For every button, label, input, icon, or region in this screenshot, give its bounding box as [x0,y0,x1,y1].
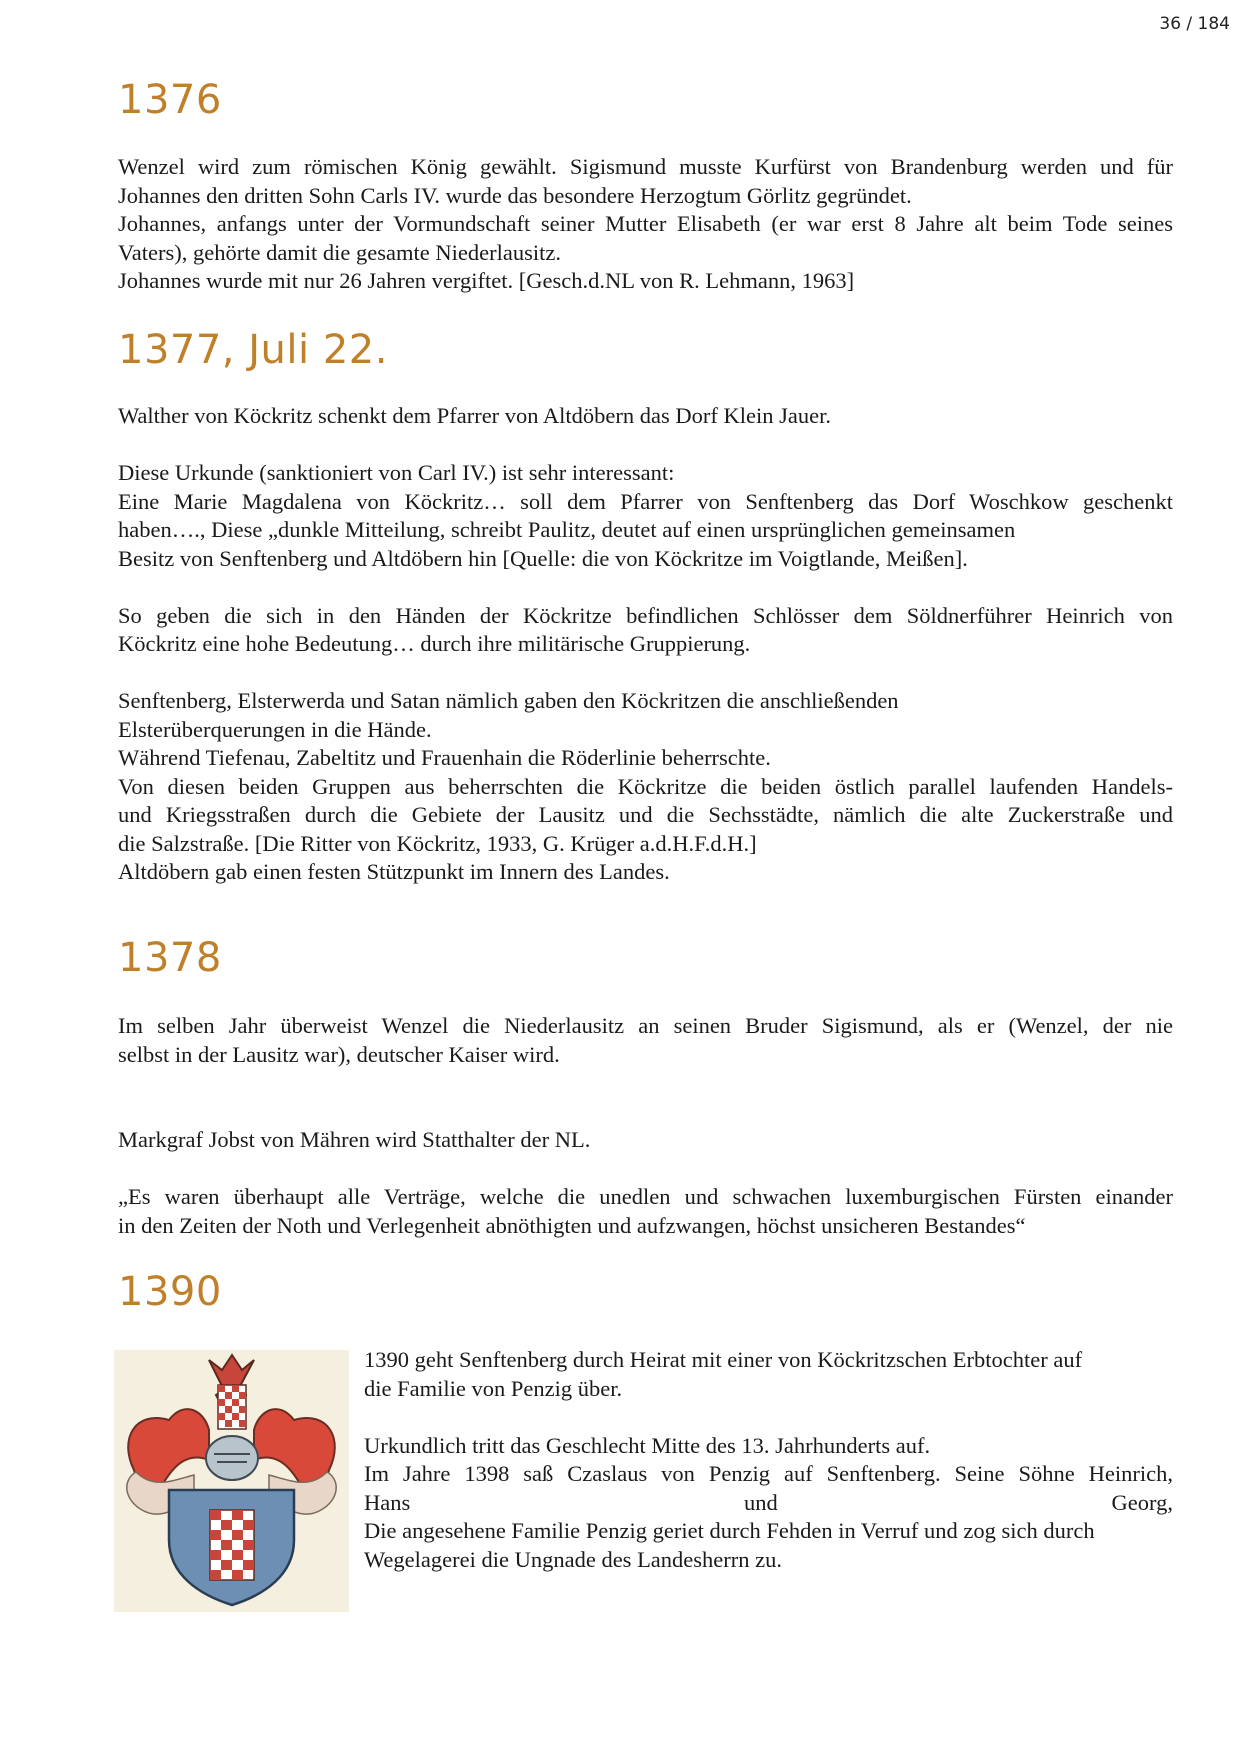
paragraph-line: Diese Urkunde (sanktioniert von Carl IV.) ist sehr interessant: [118,460,675,485]
paragraph-line: 1390 geht Senftenberg durch Heirat mit einer von Köckritzschen Erbtochter auf [364,1347,1083,1372]
section-heading-1390: 1390 [118,1269,222,1315]
paragraph-line: Vaters), gehörte damit die gesamte Niederlausitz. [118,239,561,265]
paragraph-line: Von diesen beiden Gruppen aus beherrschten die Köckritze die beiden östlich parallel laufenden Handels- [118,773,1173,799]
coat-of-arms-image [114,1350,349,1612]
paragraph-line: Johannes, anfangs unter der Vormundschaft seiner Mutter Elisabeth (er war erst 8 Jahre alt beim Tode seines [118,211,1173,236]
paragraph-line: die Salzstraße. [Die Ritter von Köckritz, 1933, G. Krüger a.d.H.F.d.H.] [118,830,757,856]
paragraph-line: Johannes den dritten Sohn Carls IV. wurde das besondere Herzogtum Görlitz gegründet. [118,182,912,208]
paragraph-line: Köckritz eine hohe Bedeutung… durch ihre militärische Gruppierung. [118,631,751,656]
paragraph-line: Die angesehene Familie Penzig geriet durch Fehden in Verruf und zog sich durch [364,1518,1095,1543]
section-heading-1377: 1377, Juli 22. [118,327,388,373]
section-body-1376 [118,153,1173,296]
section-body-1378 [118,1012,1173,1240]
paragraph-line: Altdöbern gab einen festen Stützpunkt im Innern des Landes. [118,859,670,884]
paragraph-line: Im Jahre 1398 saß Czaslaus von Penzig auf Senftenberg. Seine Söhne Heinrich, [364,1461,1173,1486]
paragraph-line: haben…., Diese „dunkle Mitteilung, schreibt Paulitz, deutet auf einen ursprünglichen gemeinsamen [118,517,1016,542]
paragraph-line: in den Zeiten der Noth und Verlegenheit abnöthigten und aufzwangen, höchst unsicheren Bestandes“ [118,1212,1026,1238]
paragraph-line: Wegelagerei die Ungnade des Landesherrn zu. [364,1546,782,1572]
paragraph-line: Wenzel wird zum römischen König gewählt. Sigismund musste Kurfürst von Brandenburg werden und für [118,154,1173,179]
section-body-1377 [118,402,1173,887]
section-heading-1378: 1378 [118,935,222,981]
paragraph-line: Hans und Georg, [364,1489,1173,1515]
paragraph-line: Im selben Jahr überweist Wenzel die Niederlausitz an seinen Bruder Sigismund, als er (Wenzel, der nie [118,1013,1173,1038]
paragraph-line: die Familie von Penzig über. [364,1375,623,1401]
paragraph-line: „Es waren überhaupt alle Verträge, welche die unedlen und schwachen luxemburgischen Fürsten einander [118,1184,1173,1209]
paragraph-line: So geben die sich in den Händen der Köckritze befindlichen Schlösser dem Söldnerführer Heinrich von [118,602,1173,628]
paragraph-line: Markgraf Jobst von Mähren wird Statthalter der NL. [118,1127,591,1152]
page-number: 36 / 184 [1159,14,1230,34]
paragraph-line: Eine Marie Magdalena von Köckritz… soll dem Pfarrer von Senftenberg das Dorf Woschkow geschenkt [118,488,1173,514]
section-heading-1376: 1376 [118,77,222,123]
paragraph-line: Elsterüberquerungen in die Hände. [118,716,432,742]
paragraph-line: Urkundlich tritt das Geschlecht Mitte des 13. Jahrhunderts auf. [364,1432,931,1458]
section-body-1390 [364,1346,1173,1574]
paragraph-line: selbst in der Lausitz war), deutscher Kaiser wird. [118,1041,560,1067]
paragraph-line: Während Tiefenau, Zabeltitz und Frauenhain die Röderlinie beherrschte. [118,745,771,770]
paragraph-line: Walther von Köckritz schenkt dem Pfarrer von Altdöbern das Dorf Klein Jauer. [118,403,831,428]
paragraph-line: Besitz von Senftenberg und Altdöbern hin [Quelle: die von Köckritze im Voigtlande, Meißen]. [118,545,968,571]
paragraph-line: Senftenberg, Elsterwerda und Satan nämlich gaben den Köckritzen die anschließenden [118,688,899,713]
paragraph-line: und Kriegsstraßen durch die Gebiete der Lausitz und die Sechsstädte, nämlich die alte Zuckerstraße und [118,802,1173,827]
paragraph-line: Johannes wurde mit nur 26 Jahren vergiftet. [Gesch.d.NL von R. Lehmann, 1963] [118,268,855,293]
